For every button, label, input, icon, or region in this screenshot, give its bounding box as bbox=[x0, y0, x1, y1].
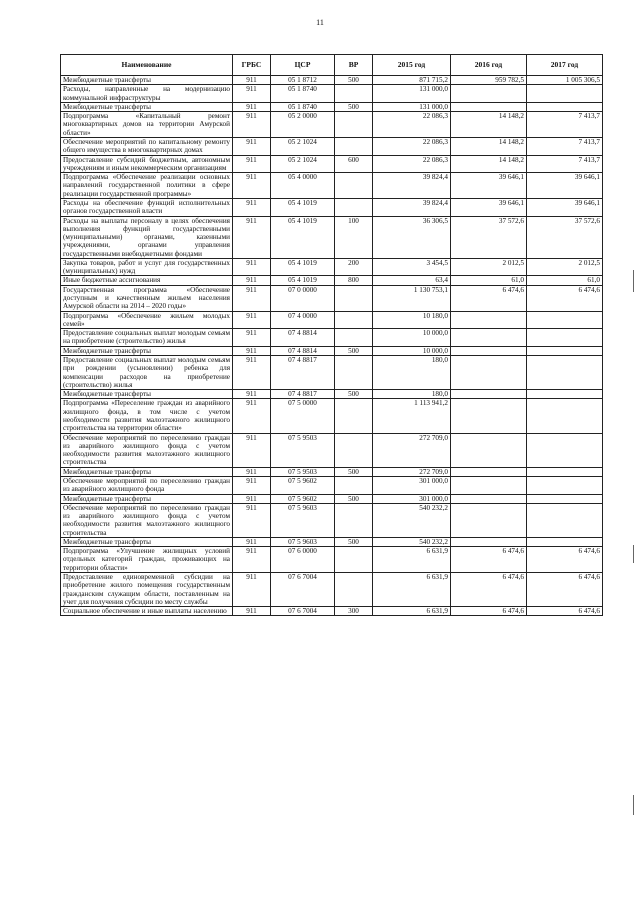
cell-grbs: 911 bbox=[233, 503, 271, 537]
cell-name: Иные бюджетные ассигнования bbox=[61, 276, 233, 285]
cell-csr: 07 5 9602 bbox=[271, 476, 335, 494]
cell-grbs: 911 bbox=[233, 476, 271, 494]
cell-2015: 871 715,2 bbox=[373, 76, 451, 85]
cell-vr: 500 bbox=[335, 537, 373, 546]
cell-vr bbox=[335, 399, 373, 433]
table-row bbox=[61, 76, 603, 85]
cell-2015: 301 000,0 bbox=[373, 476, 451, 494]
cell-csr: 05 4 1019 bbox=[271, 198, 335, 216]
margin-mark bbox=[633, 545, 634, 563]
cell-2016 bbox=[451, 537, 527, 546]
cell-vr: 300 bbox=[335, 607, 373, 616]
cell-grbs: 911 bbox=[233, 112, 271, 138]
cell-vr: 600 bbox=[335, 155, 373, 173]
cell-grbs: 911 bbox=[233, 311, 271, 329]
cell-vr bbox=[335, 356, 373, 390]
cell-name: Межбюджетные трансферты bbox=[61, 537, 233, 546]
cell-name: Расходы на выплаты персоналу в целях обеспечения выполнения функций государственными (муниципальными) органами, казенными учреждениями, органами управления государственными внебюджетными фондами bbox=[61, 216, 233, 258]
cell-2017 bbox=[527, 85, 603, 103]
cell-csr: 07 4 0000 bbox=[271, 311, 335, 329]
cell-2017: 37 572,6 bbox=[527, 216, 603, 258]
cell-name: Предоставление субсидий бюджетным, автономным учреждениям и иным некоммерческим организациям bbox=[61, 155, 233, 173]
cell-2016: 6 474,6 bbox=[451, 547, 527, 573]
cell-grbs: 911 bbox=[233, 155, 271, 173]
table-row bbox=[61, 573, 603, 607]
cell-name: Подпрограмма «Переселение граждан из аварийного жилищного фонда, в том числе с учетом необходимости развития малоэтажного жилищного строительства на территории области» bbox=[61, 399, 233, 433]
cell-2016: 14 148,2 bbox=[451, 112, 527, 138]
cell-csr: 07 5 9603 bbox=[271, 537, 335, 546]
cell-grbs: 911 bbox=[233, 356, 271, 390]
cell-2017 bbox=[527, 503, 603, 537]
cell-csr: 05 1 8740 bbox=[271, 102, 335, 111]
cell-vr: 200 bbox=[335, 258, 373, 276]
page-number: 11 bbox=[316, 18, 324, 27]
cell-grbs: 911 bbox=[233, 102, 271, 111]
cell-2017: 7 413,7 bbox=[527, 112, 603, 138]
cell-grbs: 911 bbox=[233, 547, 271, 573]
cell-2017 bbox=[527, 311, 603, 329]
cell-name: Государственная программа «Обеспечение доступным и качественным жильем населения Амурской области на 2014 – 2020 годы» bbox=[61, 285, 233, 311]
header-2016: 2016 год bbox=[451, 55, 527, 76]
cell-2017 bbox=[527, 467, 603, 476]
cell-name: Подпрограмма «Обеспечение жильем молодых семей» bbox=[61, 311, 233, 329]
cell-2016 bbox=[451, 399, 527, 433]
cell-grbs: 911 bbox=[233, 137, 271, 155]
cell-grbs: 911 bbox=[233, 198, 271, 216]
header-csr: ЦСР bbox=[271, 55, 335, 76]
cell-2015: 39 824,4 bbox=[373, 173, 451, 199]
cell-csr: 05 1 8740 bbox=[271, 85, 335, 103]
table-row bbox=[61, 494, 603, 503]
table-row bbox=[61, 329, 603, 347]
cell-name: Социальное обеспечение и иные выплаты населению bbox=[61, 607, 233, 616]
cell-csr: 07 4 8814 bbox=[271, 346, 335, 355]
cell-csr: 07 5 9603 bbox=[271, 503, 335, 537]
cell-grbs: 911 bbox=[233, 329, 271, 347]
cell-2017 bbox=[527, 390, 603, 399]
cell-2016: 61,0 bbox=[451, 276, 527, 285]
table-row bbox=[61, 198, 603, 216]
table-row bbox=[61, 276, 603, 285]
cell-2016: 37 572,6 bbox=[451, 216, 527, 258]
cell-vr bbox=[335, 503, 373, 537]
cell-2015: 36 306,5 bbox=[373, 216, 451, 258]
cell-name: Закупка товаров, работ и услуг для государственных (муниципальных) нужд bbox=[61, 258, 233, 276]
cell-name: Межбюджетные трансферты bbox=[61, 494, 233, 503]
cell-2016: 39 646,1 bbox=[451, 173, 527, 199]
cell-2015: 180,0 bbox=[373, 390, 451, 399]
table-row bbox=[61, 476, 603, 494]
header-name: Наименование bbox=[61, 55, 233, 76]
margin-mark bbox=[633, 270, 634, 292]
cell-csr: 07 4 8817 bbox=[271, 390, 335, 399]
cell-csr: 05 1 8712 bbox=[271, 76, 335, 85]
cell-vr bbox=[335, 329, 373, 347]
cell-csr: 07 6 7004 bbox=[271, 573, 335, 607]
cell-2015: 540 232,2 bbox=[373, 537, 451, 546]
cell-2016 bbox=[451, 102, 527, 111]
cell-name: Обеспечение мероприятий по переселению граждан из аварийного жилищного фонда bbox=[61, 476, 233, 494]
cell-2016 bbox=[451, 503, 527, 537]
cell-name: Межбюджетные трансферты bbox=[61, 390, 233, 399]
cell-2016: 6 474,6 bbox=[451, 573, 527, 607]
cell-2015: 272 709,0 bbox=[373, 467, 451, 476]
cell-name: Межбюджетные трансферты bbox=[61, 76, 233, 85]
cell-vr bbox=[335, 173, 373, 199]
cell-name: Подпрограмма «Улучшение жилищных условий отдельных категорий граждан, проживающих на территории области» bbox=[61, 547, 233, 573]
cell-grbs: 911 bbox=[233, 85, 271, 103]
cell-2017: 6 474,6 bbox=[527, 573, 603, 607]
cell-name: Межбюджетные трансферты bbox=[61, 102, 233, 111]
cell-2015: 22 086,3 bbox=[373, 155, 451, 173]
cell-2017 bbox=[527, 329, 603, 347]
cell-2017 bbox=[527, 537, 603, 546]
cell-2015: 6 631,9 bbox=[373, 607, 451, 616]
cell-vr bbox=[335, 137, 373, 155]
cell-2015: 22 086,3 bbox=[373, 137, 451, 155]
cell-vr bbox=[335, 311, 373, 329]
cell-vr: 500 bbox=[335, 346, 373, 355]
cell-2017: 39 646,1 bbox=[527, 173, 603, 199]
table-row bbox=[61, 356, 603, 390]
cell-name: Обеспечение мероприятий по капитальному ремонту общего имущества в многоквартирных домах bbox=[61, 137, 233, 155]
cell-csr: 07 4 8814 bbox=[271, 329, 335, 347]
cell-2016 bbox=[451, 311, 527, 329]
cell-csr: 05 2 0000 bbox=[271, 112, 335, 138]
cell-2017 bbox=[527, 102, 603, 111]
cell-grbs: 911 bbox=[233, 607, 271, 616]
table-row bbox=[61, 285, 603, 311]
table-row bbox=[61, 346, 603, 355]
cell-vr bbox=[335, 285, 373, 311]
cell-grbs: 911 bbox=[233, 173, 271, 199]
cell-2016 bbox=[451, 329, 527, 347]
cell-2015: 131 000,0 bbox=[373, 85, 451, 103]
table-row bbox=[61, 102, 603, 111]
cell-2017 bbox=[527, 399, 603, 433]
header-2015: 2015 год bbox=[373, 55, 451, 76]
cell-name: Обеспечение мероприятий по переселению граждан из аварийного жилищного фонда с учетом необходимости развития малоэтажного жилищного строительства bbox=[61, 503, 233, 537]
cell-name: Предоставление единовременной субсидии на приобретение жилого помещения государственным гражданским служащим области, поставленным на учет для получения субсидии по месту службы bbox=[61, 573, 233, 607]
table-row bbox=[61, 216, 603, 258]
cell-vr bbox=[335, 476, 373, 494]
cell-2015: 1 113 941,2 bbox=[373, 399, 451, 433]
cell-2016: 6 474,6 bbox=[451, 285, 527, 311]
cell-csr: 05 4 0000 bbox=[271, 173, 335, 199]
header-grbs: ГРБС bbox=[233, 55, 271, 76]
cell-csr: 07 6 7004 bbox=[271, 607, 335, 616]
table-row bbox=[61, 537, 603, 546]
table-row bbox=[61, 85, 603, 103]
cell-grbs: 911 bbox=[233, 433, 271, 467]
cell-2016 bbox=[451, 356, 527, 390]
cell-vr bbox=[335, 573, 373, 607]
cell-2016: 2 012,5 bbox=[451, 258, 527, 276]
cell-grbs: 911 bbox=[233, 258, 271, 276]
cell-2015: 272 709,0 bbox=[373, 433, 451, 467]
cell-2017: 6 474,6 bbox=[527, 607, 603, 616]
cell-2015: 3 454,5 bbox=[373, 258, 451, 276]
cell-csr: 07 5 9503 bbox=[271, 433, 335, 467]
cell-2015: 6 631,9 bbox=[373, 547, 451, 573]
table-row bbox=[61, 112, 603, 138]
table-row bbox=[61, 399, 603, 433]
cell-grbs: 911 bbox=[233, 276, 271, 285]
header-vr: ВР bbox=[335, 55, 373, 76]
cell-name: Обеспечение мероприятий по переселению граждан из аварийного жилищного фонда с учетом необходимости развития малоэтажного жилищного строительства bbox=[61, 433, 233, 467]
table-row bbox=[61, 258, 603, 276]
table-row bbox=[61, 311, 603, 329]
cell-csr: 07 0 0000 bbox=[271, 285, 335, 311]
cell-name: Межбюджетные трансферты bbox=[61, 346, 233, 355]
cell-name: Подпрограмма «Капитальный ремонт многоквартирных домов на территории Амурской области» bbox=[61, 112, 233, 138]
table-body bbox=[61, 76, 603, 616]
cell-grbs: 911 bbox=[233, 76, 271, 85]
cell-vr: 500 bbox=[335, 494, 373, 503]
cell-2017: 6 474,6 bbox=[527, 547, 603, 573]
cell-2017 bbox=[527, 494, 603, 503]
cell-csr: 05 2 1024 bbox=[271, 137, 335, 155]
cell-vr bbox=[335, 547, 373, 573]
cell-2017 bbox=[527, 476, 603, 494]
table-header-row bbox=[61, 55, 603, 76]
cell-2015: 180,0 bbox=[373, 356, 451, 390]
cell-2017: 7 413,7 bbox=[527, 137, 603, 155]
cell-vr bbox=[335, 433, 373, 467]
cell-2015: 39 824,4 bbox=[373, 198, 451, 216]
cell-2016 bbox=[451, 85, 527, 103]
cell-2015: 22 086,3 bbox=[373, 112, 451, 138]
cell-2017: 39 646,1 bbox=[527, 198, 603, 216]
table-row bbox=[61, 503, 603, 537]
cell-csr: 07 5 9503 bbox=[271, 467, 335, 476]
cell-csr: 05 4 1019 bbox=[271, 258, 335, 276]
cell-2017 bbox=[527, 433, 603, 467]
cell-2015: 10 000,0 bbox=[373, 329, 451, 347]
cell-2016 bbox=[451, 390, 527, 399]
cell-2015: 131 000,0 bbox=[373, 102, 451, 111]
cell-2016: 959 782,5 bbox=[451, 76, 527, 85]
cell-csr: 05 4 1019 bbox=[271, 276, 335, 285]
cell-grbs: 911 bbox=[233, 346, 271, 355]
cell-vr bbox=[335, 85, 373, 103]
cell-2017: 2 012,5 bbox=[527, 258, 603, 276]
cell-name: Межбюджетные трансферты bbox=[61, 467, 233, 476]
cell-2016 bbox=[451, 476, 527, 494]
table-row bbox=[61, 390, 603, 399]
cell-vr: 500 bbox=[335, 390, 373, 399]
table-row bbox=[61, 467, 603, 476]
cell-name: Предоставление социальных выплат молодым семьям при рождении (усыновлении) ребенка для компенсации расходов на приобретение (строительство) жилья bbox=[61, 356, 233, 390]
header-2017: 2017 год bbox=[527, 55, 603, 76]
cell-name: Расходы на обеспечение функций исполнительных органов государственной власти bbox=[61, 198, 233, 216]
cell-2016 bbox=[451, 494, 527, 503]
cell-2015: 10 000,0 bbox=[373, 346, 451, 355]
cell-csr: 07 6 0000 bbox=[271, 547, 335, 573]
table-row bbox=[61, 155, 603, 173]
cell-vr bbox=[335, 198, 373, 216]
cell-2016 bbox=[451, 433, 527, 467]
cell-name: Подпрограмма «Обеспечение реализации основных направлений государственной политики в сфере реализации государственной программы» bbox=[61, 173, 233, 199]
cell-2015: 6 631,9 bbox=[373, 573, 451, 607]
cell-name: Расходы, направленные на модернизацию коммунальной инфраструктуры bbox=[61, 85, 233, 103]
cell-vr: 100 bbox=[335, 216, 373, 258]
cell-2016 bbox=[451, 346, 527, 355]
margin-mark bbox=[633, 795, 634, 815]
cell-grbs: 911 bbox=[233, 494, 271, 503]
cell-vr: 500 bbox=[335, 76, 373, 85]
cell-csr: 07 5 9602 bbox=[271, 494, 335, 503]
table-row bbox=[61, 547, 603, 573]
cell-grbs: 911 bbox=[233, 537, 271, 546]
table-row bbox=[61, 137, 603, 155]
cell-2015: 10 180,0 bbox=[373, 311, 451, 329]
cell-vr: 500 bbox=[335, 467, 373, 476]
cell-csr: 07 5 0000 bbox=[271, 399, 335, 433]
cell-2017: 6 474,6 bbox=[527, 285, 603, 311]
table-row bbox=[61, 433, 603, 467]
cell-vr: 800 bbox=[335, 276, 373, 285]
cell-2016 bbox=[451, 467, 527, 476]
cell-2017 bbox=[527, 346, 603, 355]
cell-csr: 07 4 8817 bbox=[271, 356, 335, 390]
cell-2015: 1 130 753,1 bbox=[373, 285, 451, 311]
cell-grbs: 911 bbox=[233, 399, 271, 433]
table-row bbox=[61, 173, 603, 199]
cell-2016: 6 474,6 bbox=[451, 607, 527, 616]
cell-2017: 61,0 bbox=[527, 276, 603, 285]
budget-table bbox=[60, 54, 603, 616]
cell-2016: 14 148,2 bbox=[451, 155, 527, 173]
cell-2016: 14 148,2 bbox=[451, 137, 527, 155]
table-row bbox=[61, 607, 603, 616]
cell-vr bbox=[335, 112, 373, 138]
cell-2015: 540 232,2 bbox=[373, 503, 451, 537]
cell-2017: 1 005 306,5 bbox=[527, 76, 603, 85]
cell-grbs: 911 bbox=[233, 285, 271, 311]
cell-2017: 7 413,7 bbox=[527, 155, 603, 173]
cell-2015: 63,4 bbox=[373, 276, 451, 285]
cell-grbs: 911 bbox=[233, 467, 271, 476]
cell-2017 bbox=[527, 356, 603, 390]
cell-csr: 05 4 1019 bbox=[271, 216, 335, 258]
cell-vr: 500 bbox=[335, 102, 373, 111]
cell-2016: 39 646,1 bbox=[451, 198, 527, 216]
cell-grbs: 911 bbox=[233, 573, 271, 607]
cell-name: Предоставление социальных выплат молодым семьям на приобретение (строительство) жилья bbox=[61, 329, 233, 347]
cell-2015: 301 000,0 bbox=[373, 494, 451, 503]
cell-grbs: 911 bbox=[233, 390, 271, 399]
cell-csr: 05 2 1024 bbox=[271, 155, 335, 173]
cell-grbs: 911 bbox=[233, 216, 271, 258]
